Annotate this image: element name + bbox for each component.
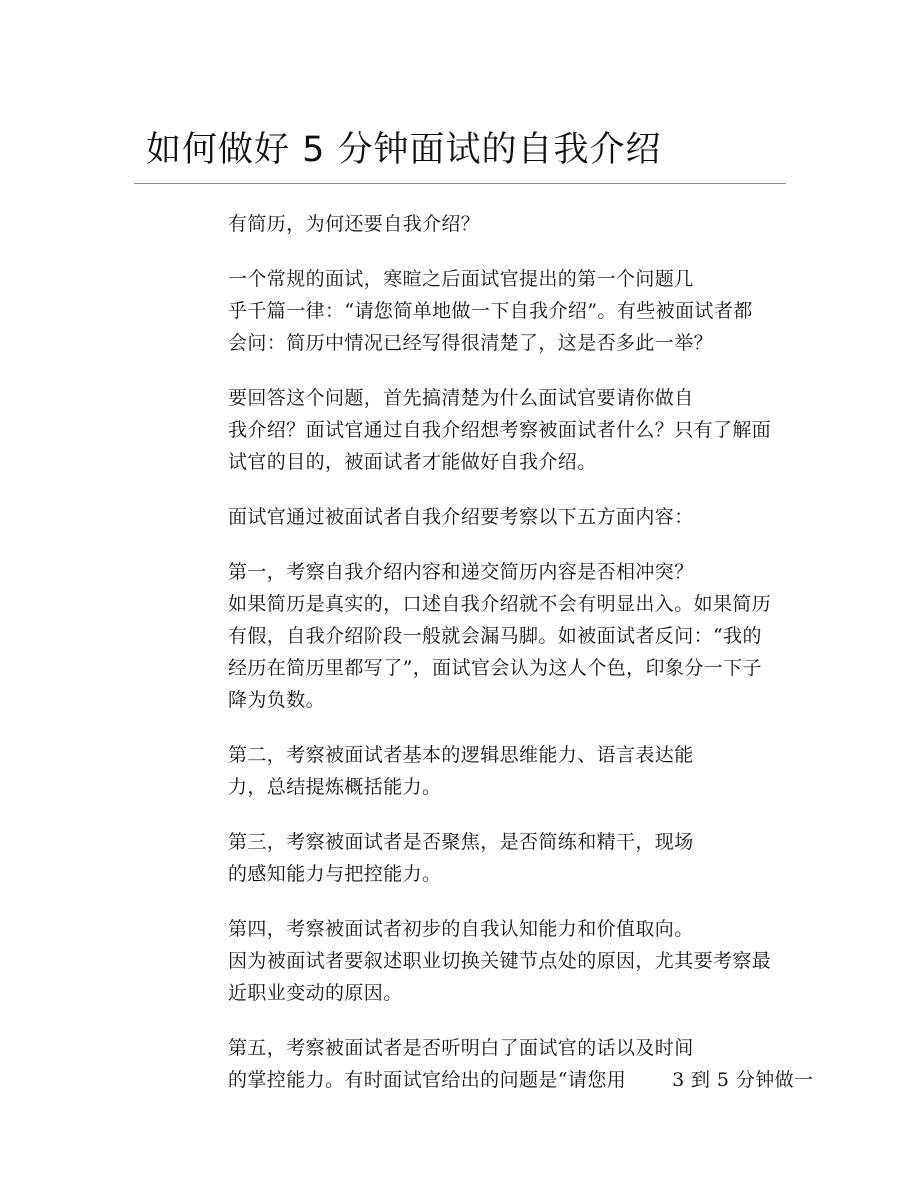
text-line: 经历在简历里都写了”，面试官会认为这人个色，印象分一下子 bbox=[228, 657, 762, 679]
text-line: 如果简历是真实的，口述自我介绍就不会有明显出入。如果简历 bbox=[228, 593, 772, 615]
title-divider bbox=[134, 183, 786, 184]
text-line: 第五，考察被面试者是否听明白了面试官的话以及时间 bbox=[228, 1037, 694, 1059]
paragraph bbox=[136, 501, 736, 533]
text-line: 会问：简历中情况已经写得很清楚了，这是否多此一举？ bbox=[228, 332, 714, 354]
document-body bbox=[136, 208, 814, 1119]
paragraph bbox=[136, 1032, 814, 1096]
text-line: 面试官通过被面试者自我介绍要考察以下五方面内容： bbox=[228, 506, 694, 528]
text-line: 第三，考察被面试者是否聚焦，是否简练和精干，现场 bbox=[228, 831, 694, 853]
paragraph bbox=[136, 382, 772, 478]
text-line: 第一，考察自我介绍内容和递交简历内容是否相冲突？ bbox=[228, 561, 694, 583]
text-line: 第四，考察被面试者初步的自我认知能力和价值取向。 bbox=[228, 918, 694, 940]
text-line: 试官的目的，被面试者才能做好自我介绍。 bbox=[228, 451, 597, 473]
text-line: 的感知能力与把控能力。 bbox=[228, 863, 442, 885]
paragraph bbox=[136, 913, 772, 1009]
text-line: 要回答这个问题，首先搞清楚为什么面试官要请你做自 bbox=[228, 387, 694, 409]
text-line: 近职业变动的原因。 bbox=[228, 982, 403, 1004]
text-line: 有简历，为何还要自我介绍？ bbox=[228, 213, 481, 235]
paragraph bbox=[136, 208, 736, 240]
page-title: 如何做好 5 分钟面试的自我介绍 bbox=[146, 130, 662, 170]
text-line: 一个常规的面试，寒暄之后面试官提出的第一个问题几 bbox=[228, 268, 694, 290]
text-line: 乎千篇一律：“请您简单地做一下自我介绍”。有些被面试者都 bbox=[228, 300, 753, 322]
paragraph bbox=[136, 739, 736, 803]
text-segment: 3 到 5 分钟做一 bbox=[672, 1069, 814, 1091]
text-line bbox=[136, 1064, 814, 1096]
text-line: 力，总结提炼概括能力。 bbox=[228, 776, 442, 798]
text-segment: 的掌控能力。有时面试官给出的问题是“请您用 bbox=[228, 1069, 627, 1091]
paragraph bbox=[136, 556, 772, 716]
text-line: 有假，自我介绍阶段一般就会漏马脚。如被面试者反问：“我的 bbox=[228, 625, 762, 647]
text-line: 我介绍？面试官通过自我介绍想考察被面试者什么？只有了解面 bbox=[228, 419, 772, 441]
paragraph bbox=[136, 826, 736, 890]
text-line: 第二，考察被面试者基本的逻辑思维能力、语言表达能 bbox=[228, 744, 694, 766]
paragraph bbox=[136, 263, 753, 359]
text-line: 因为被面试者要叙述职业切换关键节点处的原因，尤其要考察最 bbox=[228, 950, 772, 972]
text-line: 降为负数。 bbox=[228, 689, 326, 711]
